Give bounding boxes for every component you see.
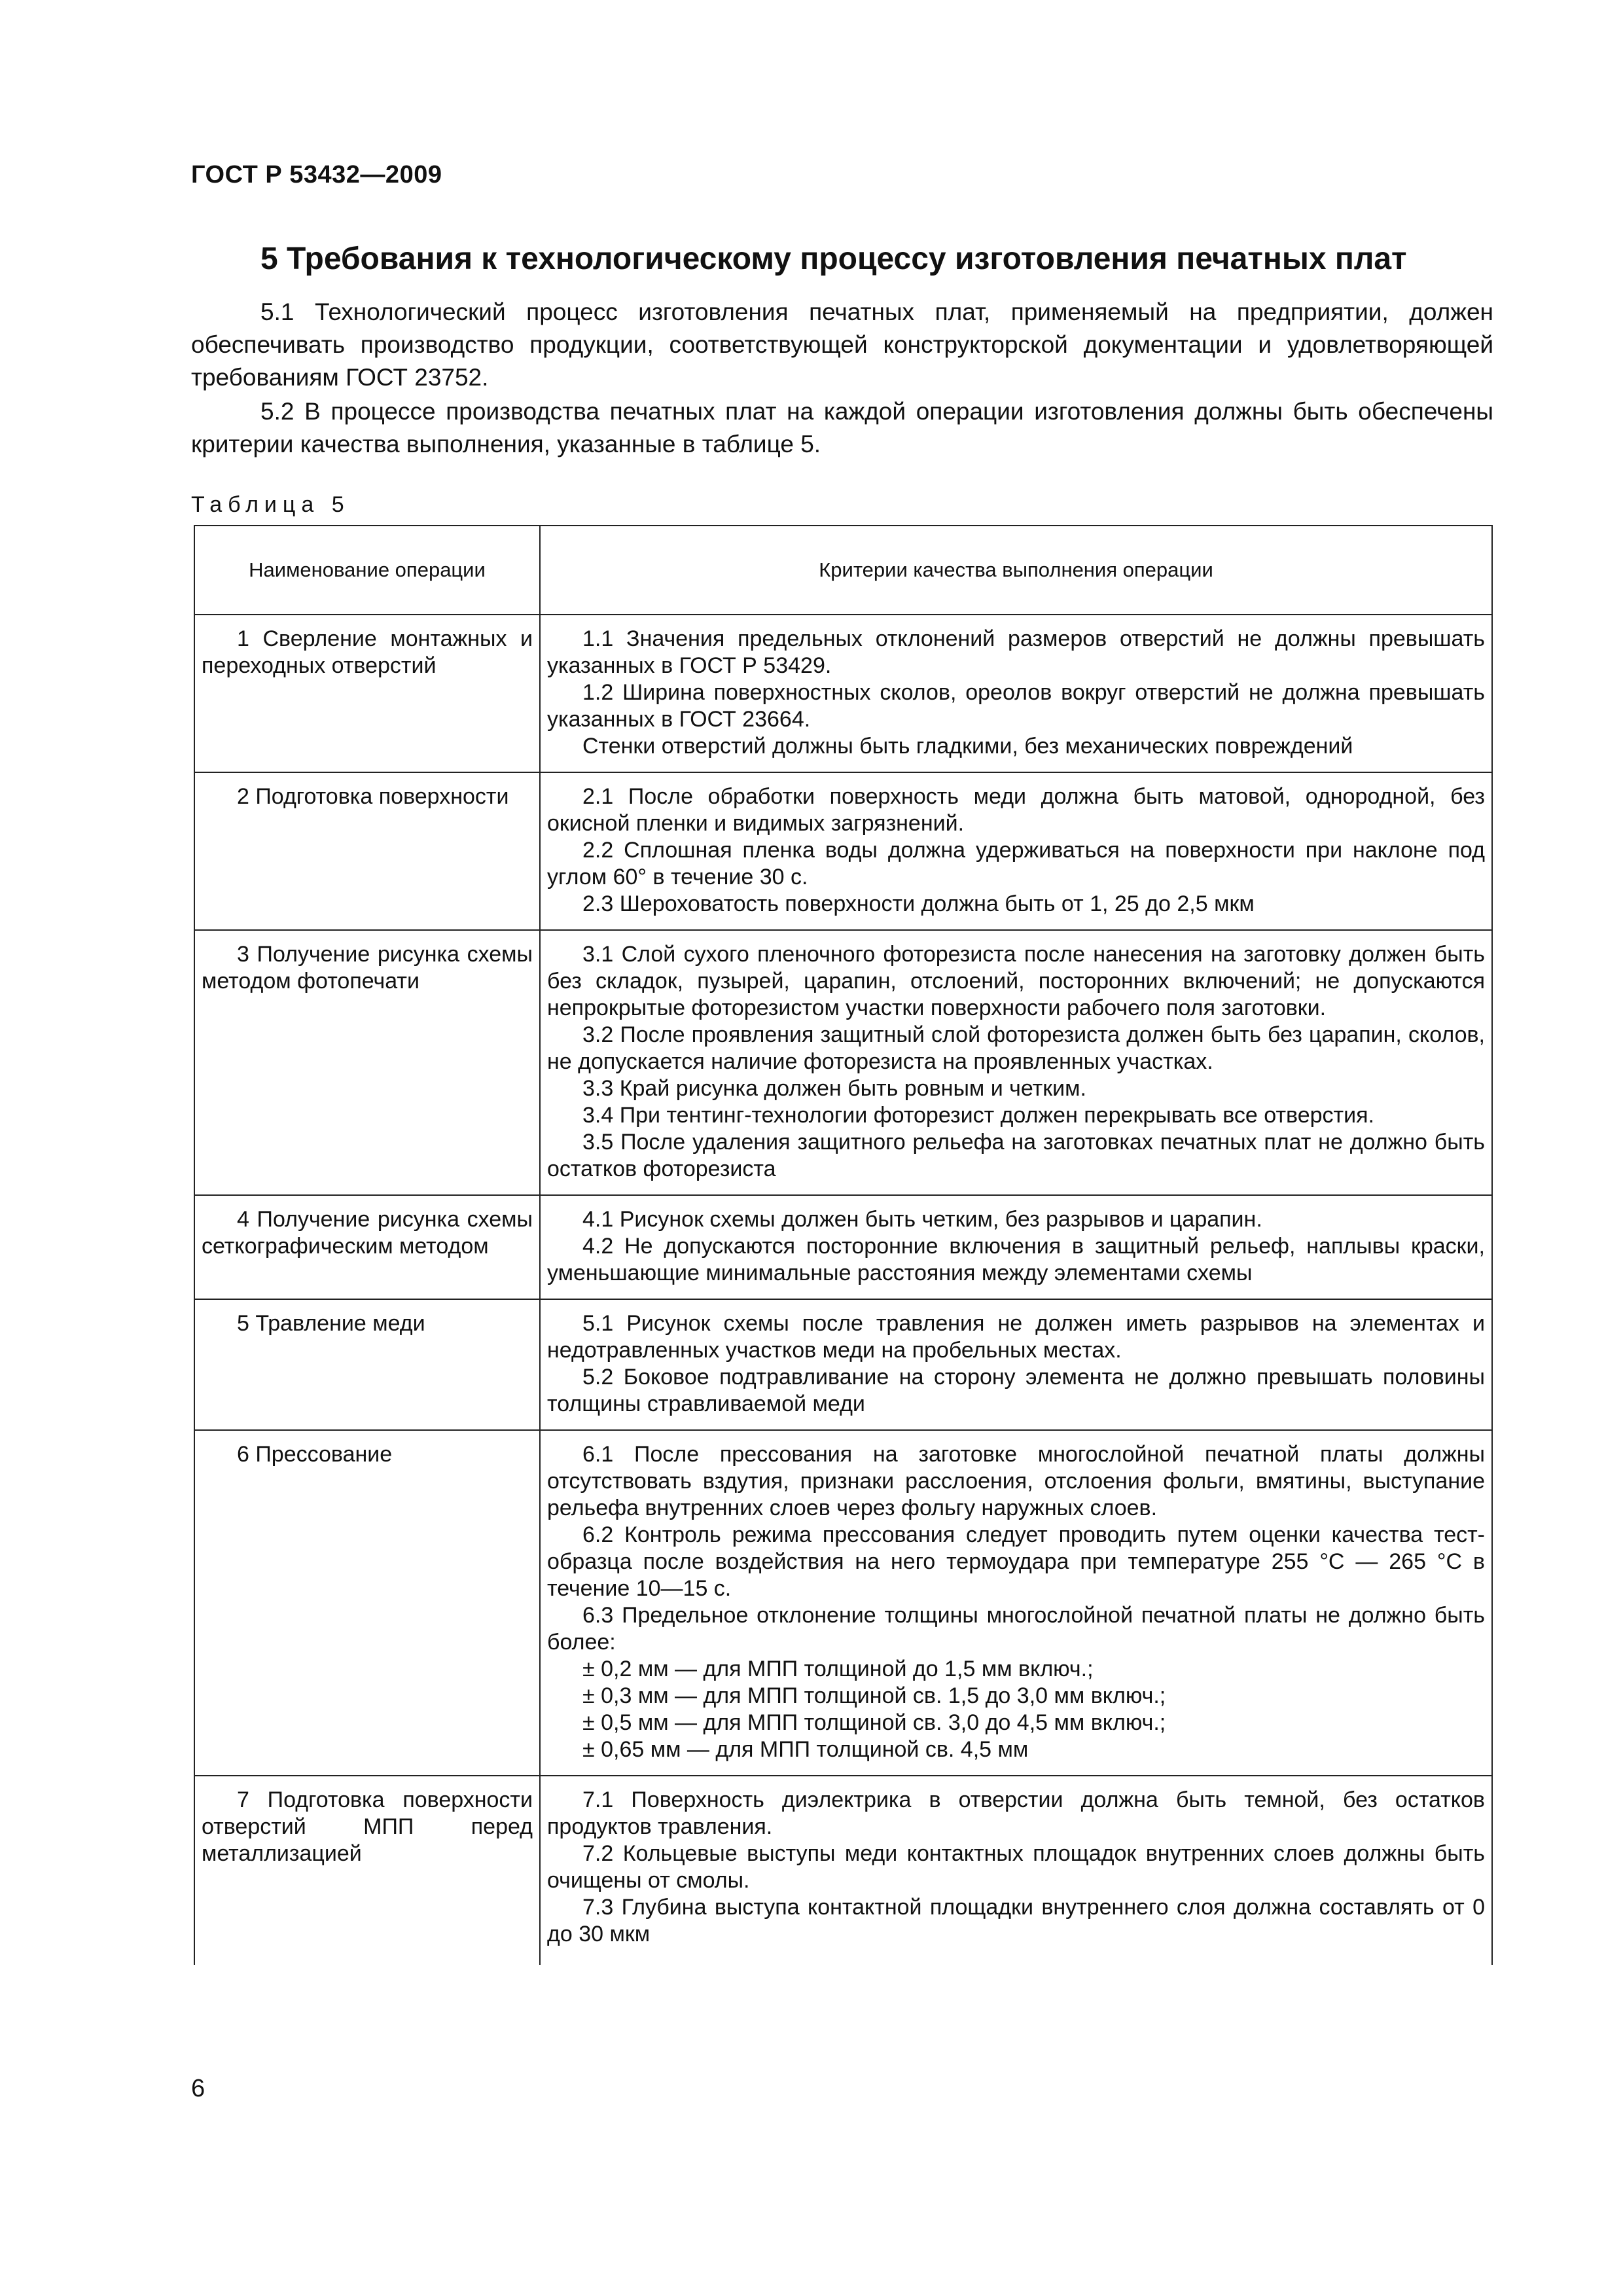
criteria-cell	[540, 930, 1492, 1195]
paragraph-text: 5.2 В процессе производства печатных плат на каждой операции изготовления должны быть обеспечены критерии качества выполнения, указанные в таблице 5.	[191, 398, 1493, 457]
paragraph-text: 5.1 Технологический процесс изготовления печатных плат, применяемый на предприятии, должен обеспечивать производство продукции, соответствующей конструкторской документации и удовлетворяющей требованиям ГОСТ 23752.	[191, 298, 1493, 391]
operation-cell	[194, 772, 540, 930]
operation-name: 1 Сверление монтажных и переходных отверстий	[202, 626, 533, 678]
criteria-item: 4.2 Не допускаются посторонние включения в защитный рельеф, наплывы краски, уменьшающие минимальные расстояния между элементами схемы	[547, 1234, 1485, 1285]
criteria-item: 3.4 При тентинг-технологии фоторезист должен перекрывать все отверстия.	[582, 1103, 1374, 1128]
criteria-item: 7.3 Глубина выступа контактной площадки внутреннего слоя должна составлять от 0 до 30 мкм	[547, 1895, 1485, 1946]
criteria-item: 5.1 Рисунок схемы после травления не должен иметь разрывов на элементах и недотравленных участков меди на пробельных местах.	[547, 1311, 1485, 1363]
criteria-item: 6.1 После прессования на заготовке многослойной печатной платы должны отсутствовать вздутия, признаки расслоения, отслоения фольги, вмятины, выступание рельефа внутренних слоев через фольгу наружных слоев.	[547, 1442, 1485, 1520]
tolerance-item: ± 0,65 мм — для МПП толщиной св. 4,5 мм	[582, 1737, 1029, 1762]
tolerance-item: ± 0,3 мм — для МПП толщиной св. 1,5 до 3,0 мм включ.;	[582, 1683, 1166, 1708]
criteria-item: 1.1 Значения предельных отклонений размеров отверстий не должны превышать указанных в ГОСТ Р 53429.	[547, 626, 1485, 678]
table-row	[194, 930, 1492, 1195]
criteria-table	[194, 525, 1493, 1965]
criteria-cell	[540, 772, 1492, 930]
criteria-cell	[540, 1195, 1492, 1299]
table-row	[194, 772, 1492, 930]
header-criteria: Критерии качества выполнения операции	[540, 526, 1492, 615]
operation-name: 2 Подготовка поверхности	[237, 784, 509, 809]
criteria-item: 3.2 После проявления защитный слой фоторезиста должен быть без царапин, сколов, не допускается наличие фоторезиста на проявленных участках.	[547, 1022, 1485, 1074]
tolerance-item: ± 0,2 мм — для МПП толщиной до 1,5 мм включ.;	[582, 1657, 1094, 1681]
operation-cell	[194, 1430, 540, 1776]
criteria-item: 7.2 Кольцевые выступы меди контактных площадок внутренних слоев должны быть очищены от смолы.	[547, 1841, 1485, 1893]
criteria-item: 7.1 Поверхность диэлектрика в отверстии должна быть темной, без остатков продуктов травления.	[547, 1787, 1485, 1839]
criteria-item: Стенки отверстий должны быть гладкими, без механических повреждений	[582, 734, 1353, 759]
document-code: ГОСТ Р 53432—2009	[191, 161, 442, 188]
criteria-item: 6.3 Предельное отклонение толщины многослойной печатной платы не должно быть более:	[547, 1603, 1485, 1655]
header-operation: Наименование операции	[194, 526, 540, 615]
criteria-item: 2.3 Шероховатость поверхности должна быть от 1, 25 до 2,5 мкм	[582, 891, 1255, 916]
table-row	[194, 1299, 1492, 1430]
criteria-item: 3.3 Край рисунка должен быть ровным и четким.	[582, 1076, 1086, 1101]
tolerance-item: ± 0,5 мм — для МПП толщиной св. 3,0 до 4,5 мм включ.;	[582, 1710, 1166, 1735]
criteria-item: 1.2 Ширина поверхностных сколов, ореолов вокруг отверстий не должна превышать указанных в ГОСТ 23664.	[547, 680, 1485, 732]
criteria-item: 5.2 Боковое подтравливание на сторону элемента не должно превышать половины толщины стравливаемой меди	[547, 1365, 1485, 1416]
operation-cell	[194, 1776, 540, 1965]
operation-cell	[194, 930, 540, 1195]
table-label: Таблица 5	[191, 492, 350, 517]
criteria-item: 3.5 После удаления защитного рельефа на заготовках печатных плат не должно быть остатков фоторезиста	[547, 1130, 1485, 1181]
criteria-item: 4.1 Рисунок схемы должен быть четким, без разрывов и царапин.	[582, 1207, 1262, 1232]
paragraph-5-2	[191, 395, 1493, 461]
operation-cell	[194, 1195, 540, 1299]
criteria-item: 3.1 Слой сухого пленочного фоторезиста после нанесения на заготовку должен быть без складок, пузырей, царапин, отслоений, посторонних включений; не допускаются непрокрытые фоторезистом участки поверхности рабочего поля заготовки.	[547, 942, 1485, 1020]
operation-name: 6 Прессование	[237, 1442, 393, 1467]
operation-name: 7 Подготовка поверхности отверстий МПП перед металлизацией	[202, 1787, 533, 1866]
paragraph-5-1	[191, 296, 1493, 394]
table-row	[194, 1776, 1492, 1965]
operation-name: 5 Травление меди	[237, 1311, 425, 1336]
criteria-item: 2.1 После обработки поверхность меди должна быть матовой, однородной, без окисной пленки и видимых загрязнений.	[547, 784, 1485, 836]
section-title: 5 Требования к технологическому процессу изготовления печатных плат	[260, 242, 1407, 276]
criteria-cell	[540, 1299, 1492, 1430]
operation-name: 3 Получение рисунка схемы методом фотопечати	[202, 942, 533, 994]
table-row	[194, 615, 1492, 772]
criteria-item: 6.2 Контроль режима прессования следует проводить путем оценки качества тест-образца после воздействия на него термоудара при температуре 255 °С — 265 °С в течение 10—15 с.	[547, 1522, 1485, 1601]
criteria-cell	[540, 1430, 1492, 1776]
operation-cell	[194, 615, 540, 772]
criteria-cell	[540, 1776, 1492, 1965]
criteria-cell	[540, 615, 1492, 772]
table-row	[194, 1430, 1492, 1776]
table-header-row	[194, 526, 1492, 615]
criteria-item: 2.2 Сплошная пленка воды должна удерживаться на поверхности при наклоне под углом 60° в течение 30 с.	[547, 838, 1485, 889]
operation-cell	[194, 1299, 540, 1430]
page-number: 6	[191, 2075, 205, 2102]
table-row	[194, 1195, 1492, 1299]
operation-name: 4 Получение рисунка схемы сеткографическим методом	[202, 1207, 533, 1259]
